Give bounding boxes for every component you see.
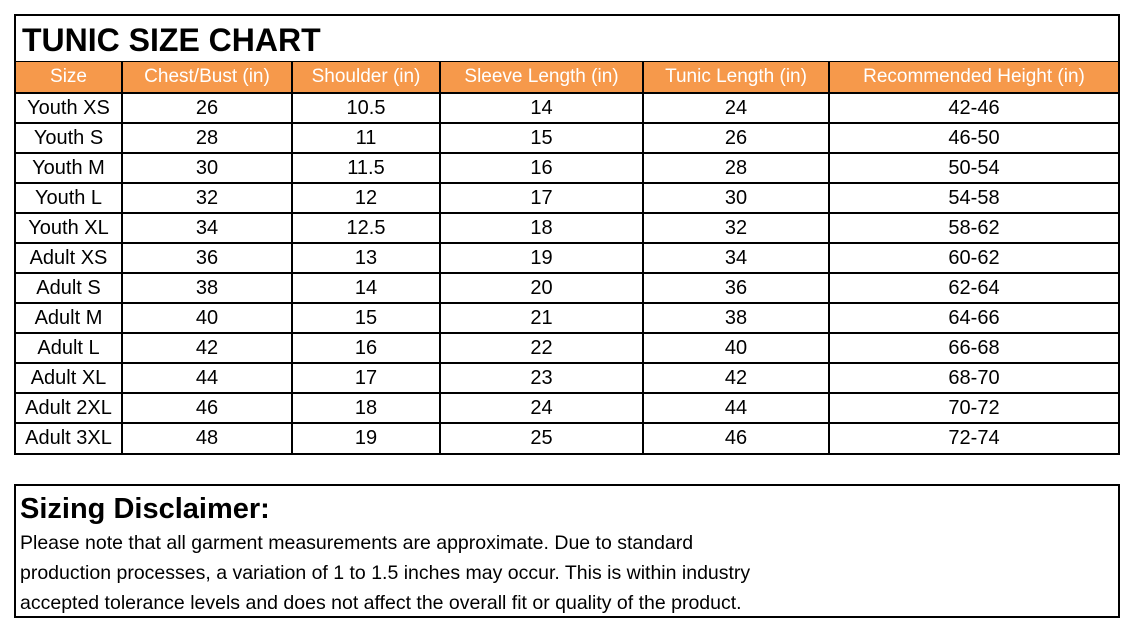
table-row [16, 243, 1118, 273]
shoulder-cell: 15 [292, 303, 440, 333]
size-cell: Youth M [16, 153, 122, 183]
tunic-length-cell: 44 [643, 393, 829, 423]
sleeve-length-cell: 19 [440, 243, 643, 273]
chest-bust-cell: 32 [122, 183, 292, 213]
table-row [16, 153, 1118, 183]
recommended-height-cell: 72-74 [829, 423, 1118, 453]
recommended-height-cell: 58-62 [829, 213, 1118, 243]
table-row [16, 273, 1118, 303]
size-cell: Adult 2XL [16, 393, 122, 423]
size-cell: Youth XL [16, 213, 122, 243]
shoulder-cell: 17 [292, 363, 440, 393]
sleeve-length-cell: 16 [440, 153, 643, 183]
tunic-length-cell: 42 [643, 363, 829, 393]
sleeve-length-cell: 22 [440, 333, 643, 363]
tunic-length-cell: 46 [643, 423, 829, 453]
table-row [16, 183, 1118, 213]
table-row [16, 423, 1118, 453]
chest-bust-cell: 28 [122, 123, 292, 153]
header-chest-bust: Chest/Bust (in) [122, 62, 292, 93]
disclaimer-line: Please note that all garment measurements are approximate. Due to standard [20, 532, 694, 554]
shoulder-cell: 11 [292, 123, 440, 153]
size-cell: Youth XS [16, 93, 122, 123]
shoulder-cell: 10.5 [292, 93, 440, 123]
chart-title: TUNIC SIZE CHART [16, 16, 1118, 62]
recommended-height-cell: 54-58 [829, 183, 1118, 213]
tunic-length-cell: 24 [643, 93, 829, 123]
recommended-height-cell: 46-50 [829, 123, 1118, 153]
size-cell: Adult S [16, 273, 122, 303]
size-chart [14, 14, 1120, 455]
chest-bust-cell: 26 [122, 93, 292, 123]
header-size: Size [16, 62, 122, 93]
size-cell: Adult L [16, 333, 122, 363]
tunic-length-cell: 40 [643, 333, 829, 363]
sleeve-length-cell: 20 [440, 273, 643, 303]
sleeve-length-cell: 17 [440, 183, 643, 213]
recommended-height-cell: 60-62 [829, 243, 1118, 273]
header-recommended-height: Recommended Height (in) [829, 62, 1118, 93]
chest-bust-cell: 40 [122, 303, 292, 333]
recommended-height-cell: 70-72 [829, 393, 1118, 423]
shoulder-cell: 12.5 [292, 213, 440, 243]
table-row [16, 333, 1118, 363]
table-row [16, 363, 1118, 393]
chest-bust-cell: 42 [122, 333, 292, 363]
shoulder-cell: 18 [292, 393, 440, 423]
tunic-length-cell: 34 [643, 243, 829, 273]
size-cell: Adult XS [16, 243, 122, 273]
shoulder-cell: 12 [292, 183, 440, 213]
size-table [16, 62, 1118, 453]
header-sleeve-length: Sleeve Length (in) [440, 62, 643, 93]
sleeve-length-cell: 14 [440, 93, 643, 123]
chest-bust-cell: 46 [122, 393, 292, 423]
tunic-length-cell: 30 [643, 183, 829, 213]
recommended-height-cell: 50-54 [829, 153, 1118, 183]
chest-bust-cell: 38 [122, 273, 292, 303]
shoulder-cell: 16 [292, 333, 440, 363]
table-row [16, 123, 1118, 153]
tunic-length-cell: 38 [643, 303, 829, 333]
sleeve-length-cell: 15 [440, 123, 643, 153]
size-cell: Youth L [16, 183, 122, 213]
table-row [16, 303, 1118, 333]
header-tunic-length: Tunic Length (in) [643, 62, 829, 93]
sleeve-length-cell: 24 [440, 393, 643, 423]
chest-bust-cell: 44 [122, 363, 292, 393]
tunic-length-cell: 26 [643, 123, 829, 153]
disclaimer-line: production processes, a variation of 1 to 1.5 inches may occur. This is within industry [20, 562, 751, 584]
size-cell: Adult M [16, 303, 122, 333]
tunic-length-cell: 28 [643, 153, 829, 183]
sleeve-length-cell: 18 [440, 213, 643, 243]
size-cell: Adult 3XL [25, 427, 112, 449]
disclaimer-title: Sizing Disclaimer: [20, 493, 270, 525]
size-cell: Youth S [16, 123, 122, 153]
shoulder-cell: 13 [292, 243, 440, 273]
size-cell: Adult XL [16, 363, 122, 393]
chest-bust-cell: 36 [122, 243, 292, 273]
recommended-height-cell: 66-68 [829, 333, 1118, 363]
tunic-length-cell: 36 [643, 273, 829, 303]
sizing-disclaimer [14, 484, 1120, 618]
recommended-height-cell: 68-70 [829, 363, 1118, 393]
recommended-height-cell: 42-46 [829, 93, 1118, 123]
sleeve-length-cell: 25 [440, 423, 643, 453]
table-row [16, 93, 1118, 123]
tunic-length-cell: 32 [643, 213, 829, 243]
header-row [16, 62, 1118, 93]
shoulder-cell: 19 [292, 423, 440, 453]
sleeve-length-cell: 21 [440, 303, 643, 333]
recommended-height-cell: 62-64 [829, 273, 1118, 303]
table-row [16, 393, 1118, 423]
table-row [16, 213, 1118, 243]
chest-bust-cell: 34 [122, 213, 292, 243]
shoulder-cell: 11.5 [292, 153, 440, 183]
recommended-height-cell: 64-66 [829, 303, 1118, 333]
sleeve-length-cell: 23 [440, 363, 643, 393]
header-shoulder: Shoulder (in) [292, 62, 440, 93]
disclaimer-line: accepted tolerance levels and does not affect the overall fit or quality of the product. [20, 592, 742, 614]
shoulder-cell: 14 [292, 273, 440, 303]
chest-bust-cell: 30 [122, 153, 292, 183]
chest-bust-cell: 48 [122, 423, 292, 453]
